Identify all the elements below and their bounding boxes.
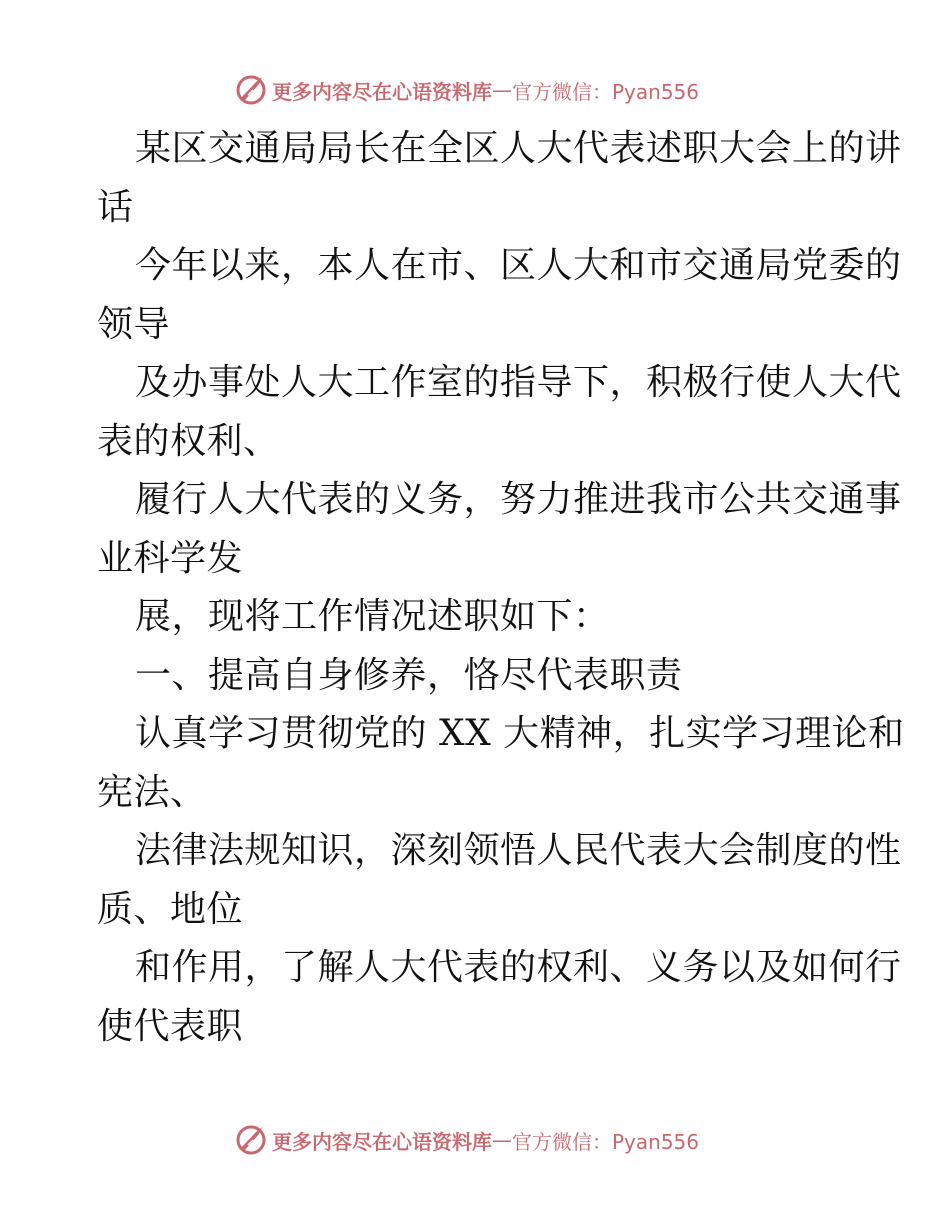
- header-banner: [234, 72, 699, 108]
- document-line: 法律法规知识，深刻领悟人民代表大会制度的性: [135, 830, 902, 871]
- footer-banner-dash: —: [492, 1128, 512, 1152]
- quill-logo-icon: [234, 1123, 268, 1157]
- document-line: 话: [97, 186, 134, 228]
- document-line: 宪法、: [97, 771, 207, 813]
- footer-banner: [234, 1122, 699, 1158]
- document-line: 质、地位: [97, 888, 244, 930]
- document-line: 某区交通局局长在全区人大代表述职大会上的讲: [135, 128, 902, 169]
- document-line: 履行人大代表的义务，努力推进我市公共交通事: [135, 479, 902, 520]
- document-line: 展，现将工作情况述职如下：: [135, 596, 610, 637]
- document-line: 业科学发: [97, 537, 244, 579]
- footer-banner-contact: 官方微信：Pyan556: [512, 1129, 700, 1154]
- document-line: 使代表职: [97, 1005, 244, 1047]
- document-line: 和作用，了解人大代表的权利、义务以及如何行: [135, 947, 902, 988]
- document-line: 表的权利、: [97, 420, 280, 462]
- document-line: 领导: [97, 303, 171, 345]
- header-banner-text: 更多内容尽在心语资料库: [272, 79, 492, 104]
- document-body: [97, 120, 905, 1056]
- quill-logo-icon: [234, 73, 268, 107]
- footer-banner-text: 更多内容尽在心语资料库: [272, 1129, 492, 1154]
- document-line: 今年以来，本人在市、区人大和市交通局党委的: [135, 245, 902, 286]
- document-line: 及办事处人大工作室的指导下，积极行使人大代: [135, 362, 902, 403]
- section-heading: 一、提高自身修养，恪尽代表职责: [135, 654, 683, 696]
- header-banner-contact: 官方微信：Pyan556: [512, 79, 700, 104]
- document-line: 认真学习贯彻党的 XX 大精神，扎实学习理论和: [135, 713, 905, 754]
- header-banner-dash: —: [492, 78, 512, 102]
